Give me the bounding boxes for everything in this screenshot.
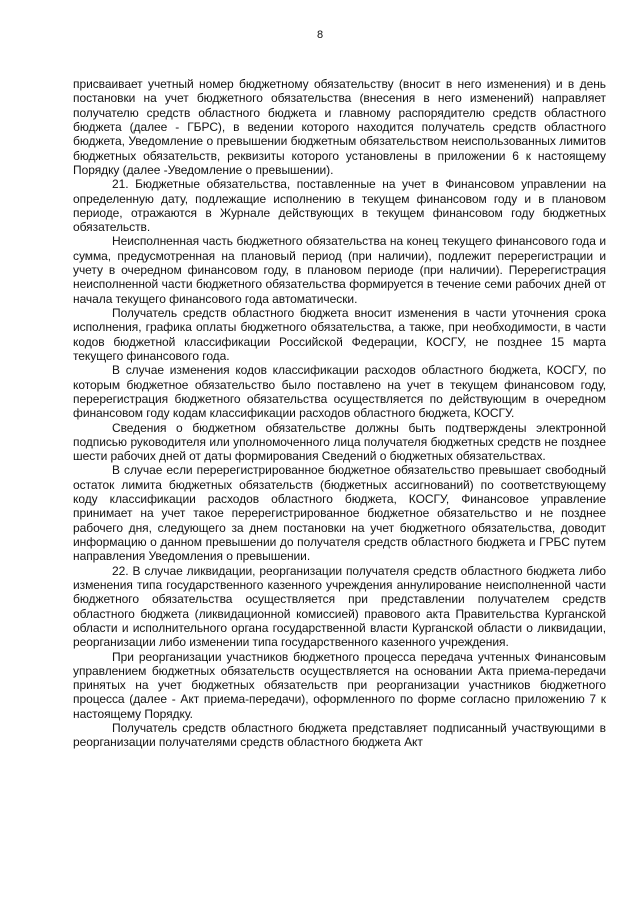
paragraph: При реорганизации участников бюджетного процесса передача учтенных Финансовым управлением бюджетных обязательств осуществляется на основании Акта приема-передачи принятых на учет бюджетных обязательств при реорганизации участников бюджетного процесса (далее - Акт приема-передачи), оформленного по форме согласно приложению 7 к настоящему Порядку.: [73, 649, 606, 721]
paragraph: В случае если перерегистрированное бюджетное обязательство превышает свободный остаток лимита бюджетных обязательств (бюджетных ассигнований) по соответствующему коду классификации расходов областного бюджета, КОСГУ, Финансовое управление принимает на учет такое перерегистрированное бюджетное обязательство и не позднее рабочего дня, следующего за днем постановки на учет бюджетного обязательства, доводит информацию о данном превышении до получателя средств областного бюджета и ГРБС путем направления Уведомления о превышении.: [73, 463, 606, 564]
paragraph: присваивает учетный номер бюджетному обязательству (вносит в него изменения) и в день постановки на учет бюджетного обязательства (внесения в него изменений) направляет получателю средств областного бюджета и главному распорядителю средств областного бюджета (далее - ГБРС), в ведении которого находится получатель средств областного бюджета, Уведомление о превышении бюджетным обязательством неиспользованных лимитов бюджетных обязательств, реквизиты которого установлены в приложении 6 к настоящему Порядку (далее -Уведомление о превышении).: [73, 77, 606, 177]
paragraph: Неисполненная часть бюджетного обязательства на конец текущего финансового года и сумма, предусмотренная на плановый период (при наличии), подлежит перерегистрации и учету в очередном финансовом году, в плановом периоде (при наличии). Перерегистрация неисполненной части бюджетного обязательства формируется в течение семи рабочих дней от начала текущего финансового года автоматически.: [73, 234, 606, 306]
paragraph: В случае изменения кодов классификации расходов областного бюджета, КОСГУ, по которым бюджетное обязательство было поставлено на учет в текущем финансовом году, перерегистрация бюджетного обязательства осуществляется по действующим в очередном финансовом году кодам классификации расходов областного бюджета, КОСГУ.: [73, 363, 606, 421]
document-body: [73, 77, 606, 750]
paragraph: Сведения о бюджетном обязательстве должны быть подтверждены электронной подписью руководителя или уполномоченного лица получателя бюджетных средств не позднее шести рабочих дней от даты формирования Сведений о бюджетных обязательствах.: [73, 420, 606, 464]
page-number: 8: [316, 29, 324, 41]
paragraph: Получатель средств областного бюджета вносит изменения в части уточнения срока исполнения, графика оплаты бюджетного обязательства, а также, при необходимости, в части кодов бюджетной классификации Российской Федерации, КОСГУ, не позднее 15 марта текущего финансового года.: [73, 306, 606, 363]
paragraph: 21. Бюджетные обязательства, поставленные на учет в Финансовом управлении на определенную дату, подлежащие исполнению в текущем финансовом году и в плановом периоде, отражаются в Журнале действующих в текущем финансовом году бюджетных обязательств.: [73, 177, 606, 235]
paragraph: Получатель средств областного бюджета представляет подписанный участвующими в реорганизации получателями средств областного бюджета Акт: [73, 721, 606, 750]
paragraph: 22. В случае ликвидации, реорганизации получателя средств областного бюджета либо изменения типа государственного казенного учреждения аннулирование неисполненной части бюджетного обязательства осуществляется при представлении получателем средств областного бюджета (ликвидационной комиссией) правового акта Правительства Курганской области и исполнительного органа государственной власти Курганской области о ликвидации, реорганизации либо изменении типа государственного казенного учреждения.: [73, 563, 606, 650]
